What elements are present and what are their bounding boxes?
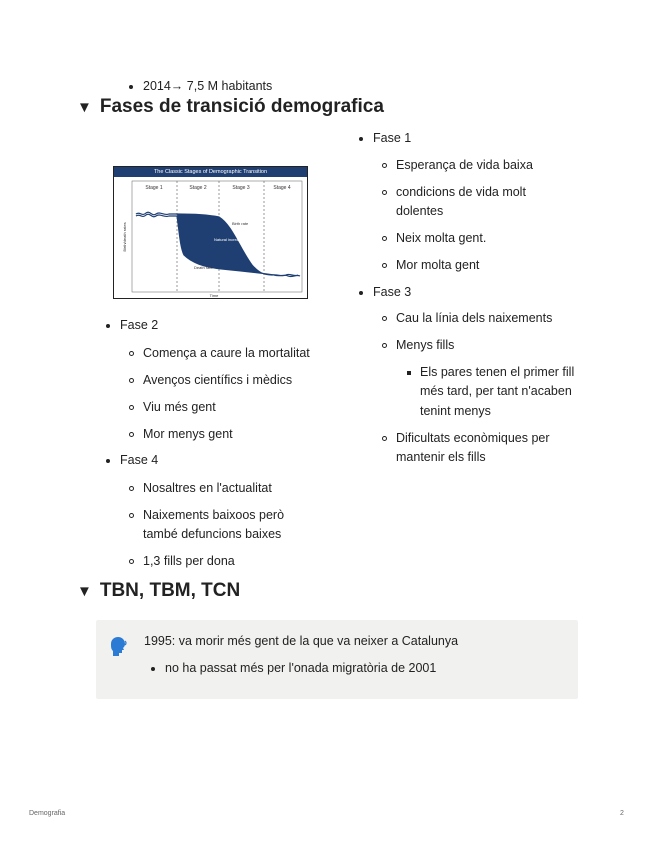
page-number: 2 [620, 810, 624, 817]
stage-label: Stage 3 [232, 185, 250, 191]
callout-box [96, 620, 578, 699]
fase4-label: Fase 4 [120, 453, 159, 467]
y-axis-label: Birth/death rates [122, 222, 127, 252]
list-item: Avenços científics i mèdics [143, 371, 335, 391]
stage-label: Stage 2 [189, 185, 207, 191]
x-axis-label: Time [209, 293, 219, 298]
list-item: Naixements baixoos però també defuncions baixes [143, 506, 308, 545]
left-column-list [120, 316, 335, 572]
list-item: Dificultats econòmiques per mantenir els fills [396, 429, 586, 468]
list-item-text: Menys fills [396, 338, 455, 352]
list-item: condicions de vida molt dolentes [396, 183, 576, 222]
list-item-fase3 [373, 283, 588, 468]
toggle-triangle-icon[interactable]: ▼ [77, 582, 92, 600]
list-item: no ha passat més per l'onada migratòria de 2001 [165, 659, 436, 679]
toggle-heading-tbn[interactable] [77, 580, 240, 602]
list-item: Comença a caure la mortalitat [143, 344, 335, 364]
section-title: TBN, TBM, TCN [99, 580, 241, 601]
speaking-head-icon [107, 636, 129, 658]
list-item: Els pares tenen el primer fill més tard, per tant n'acaben tenint menys [420, 363, 586, 422]
list-item-menys-fills [396, 336, 586, 421]
natural-increase-label: Natural increase [214, 237, 244, 242]
demographic-transition-chart [113, 166, 308, 299]
toggle-triangle-icon[interactable]: ▼ [77, 98, 92, 116]
fase3-label: Fase 3 [373, 284, 412, 299]
birth-rate-label: Birth rate [232, 221, 249, 226]
list-item: Cau la línia dels naixements [396, 309, 586, 329]
callout-text: 1995: va morir més gent de la que va neixer a Catalunya [144, 634, 459, 648]
death-rate-label: Death rate [194, 265, 213, 270]
chart-plot [114, 177, 307, 298]
section-title: Fases de transició demografica [99, 96, 384, 117]
list-item: Mor menys gent [143, 425, 335, 445]
fase2-label: Fase 2 [120, 318, 159, 332]
list-item: 1,3 fills per dona [143, 552, 308, 572]
list-item: Viu més gent [143, 398, 335, 418]
list-item: Esperança de vida baixa [396, 156, 576, 176]
footer-title: Demografia [29, 810, 66, 817]
chart-title: The Classic Stages of Demographic Transition [114, 167, 307, 177]
list-item: Neix molta gent. [396, 229, 576, 249]
right-column-list [373, 129, 588, 468]
list-item-fase1 [373, 129, 588, 276]
list-item: Mor molta gent [396, 256, 576, 276]
stage-label: Stage 1 [145, 185, 163, 191]
stage-label: Stage 4 [273, 185, 291, 191]
toggle-heading-fases[interactable] [77, 96, 384, 118]
list-item: 2014→ 7,5 M habitants [143, 77, 272, 97]
list-item-fase2 [120, 316, 335, 444]
list-item: Nosaltres en l'actualitat [143, 479, 308, 499]
list-item-fase4 [120, 451, 335, 572]
fase1-label: Fase 1 [373, 131, 412, 145]
